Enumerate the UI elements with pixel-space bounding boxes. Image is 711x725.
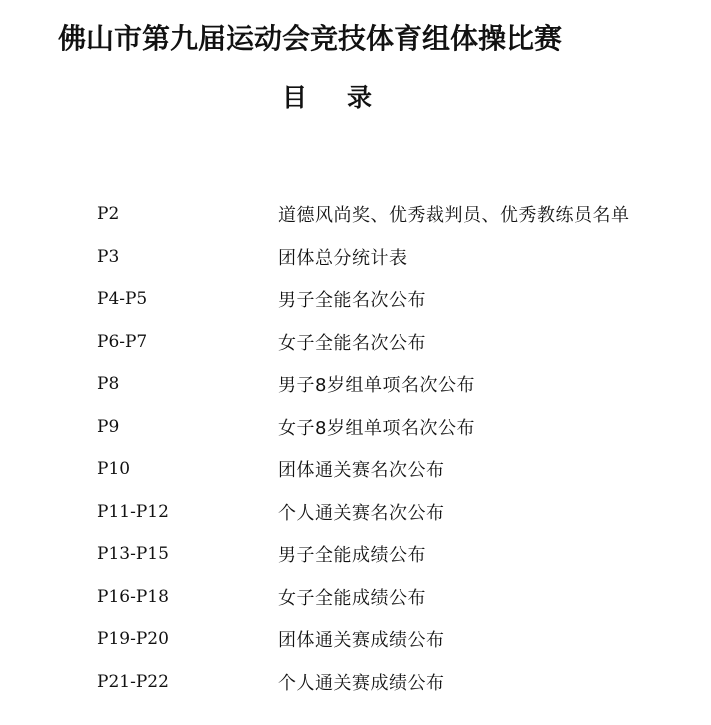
toc-row: [97, 533, 697, 576]
toc-page-range: P8: [97, 374, 120, 395]
toc-row: [97, 236, 697, 279]
toc-row: [97, 661, 697, 704]
toc-page-range: P19-P20: [97, 629, 169, 650]
toc-row: [97, 363, 697, 406]
toc-row: [97, 491, 697, 534]
toc-row: [97, 278, 697, 321]
toc-row: [97, 406, 697, 449]
table-of-contents: [97, 193, 697, 703]
toc-page-range: P4-P5: [97, 289, 148, 310]
toc-description: 团体总分统计表: [278, 247, 408, 269]
toc-description: 女子全能成绩公布: [278, 587, 426, 609]
toc-page-range: P3: [97, 246, 120, 267]
toc-row: [97, 618, 697, 661]
toc-description: 女子8岁组单项名次公布: [278, 417, 475, 439]
toc-description: 男子8岁组单项名次公布: [278, 375, 475, 397]
toc-page-range: P13-P15: [97, 544, 169, 565]
toc-heading-char-2: 录: [347, 83, 373, 112]
toc-page-range: P6-P7: [97, 331, 148, 352]
document-title: 佛山市第九届运动会竞技体育组体操比赛: [58, 22, 563, 55]
toc-description: 男子全能名次公布: [278, 290, 426, 312]
toc-description: 个人通关赛成绩公布: [278, 672, 445, 694]
toc-page-range: P10: [97, 459, 131, 480]
toc-row: [97, 448, 697, 491]
toc-description: 道德风尚奖、优秀裁判员、优秀教练员名单: [278, 205, 630, 227]
toc-page-range: P16-P18: [97, 586, 169, 607]
toc-heading: [282, 82, 372, 114]
toc-row: [97, 193, 697, 236]
toc-page-range: P11-P12: [97, 501, 169, 522]
toc-heading-char-1: 目: [282, 83, 308, 112]
toc-page-range: P9: [97, 416, 120, 437]
toc-description: 女子全能名次公布: [278, 332, 426, 354]
toc-description: 男子全能成绩公布: [278, 545, 426, 567]
toc-description: 团体通关赛成绩公布: [278, 630, 445, 652]
toc-row: [97, 321, 697, 364]
toc-row: [97, 576, 697, 619]
toc-page-range: P2: [97, 204, 120, 225]
toc-page-range: P21-P22: [97, 671, 169, 692]
toc-description: 团体通关赛名次公布: [278, 460, 445, 482]
toc-description: 个人通关赛名次公布: [278, 502, 445, 524]
